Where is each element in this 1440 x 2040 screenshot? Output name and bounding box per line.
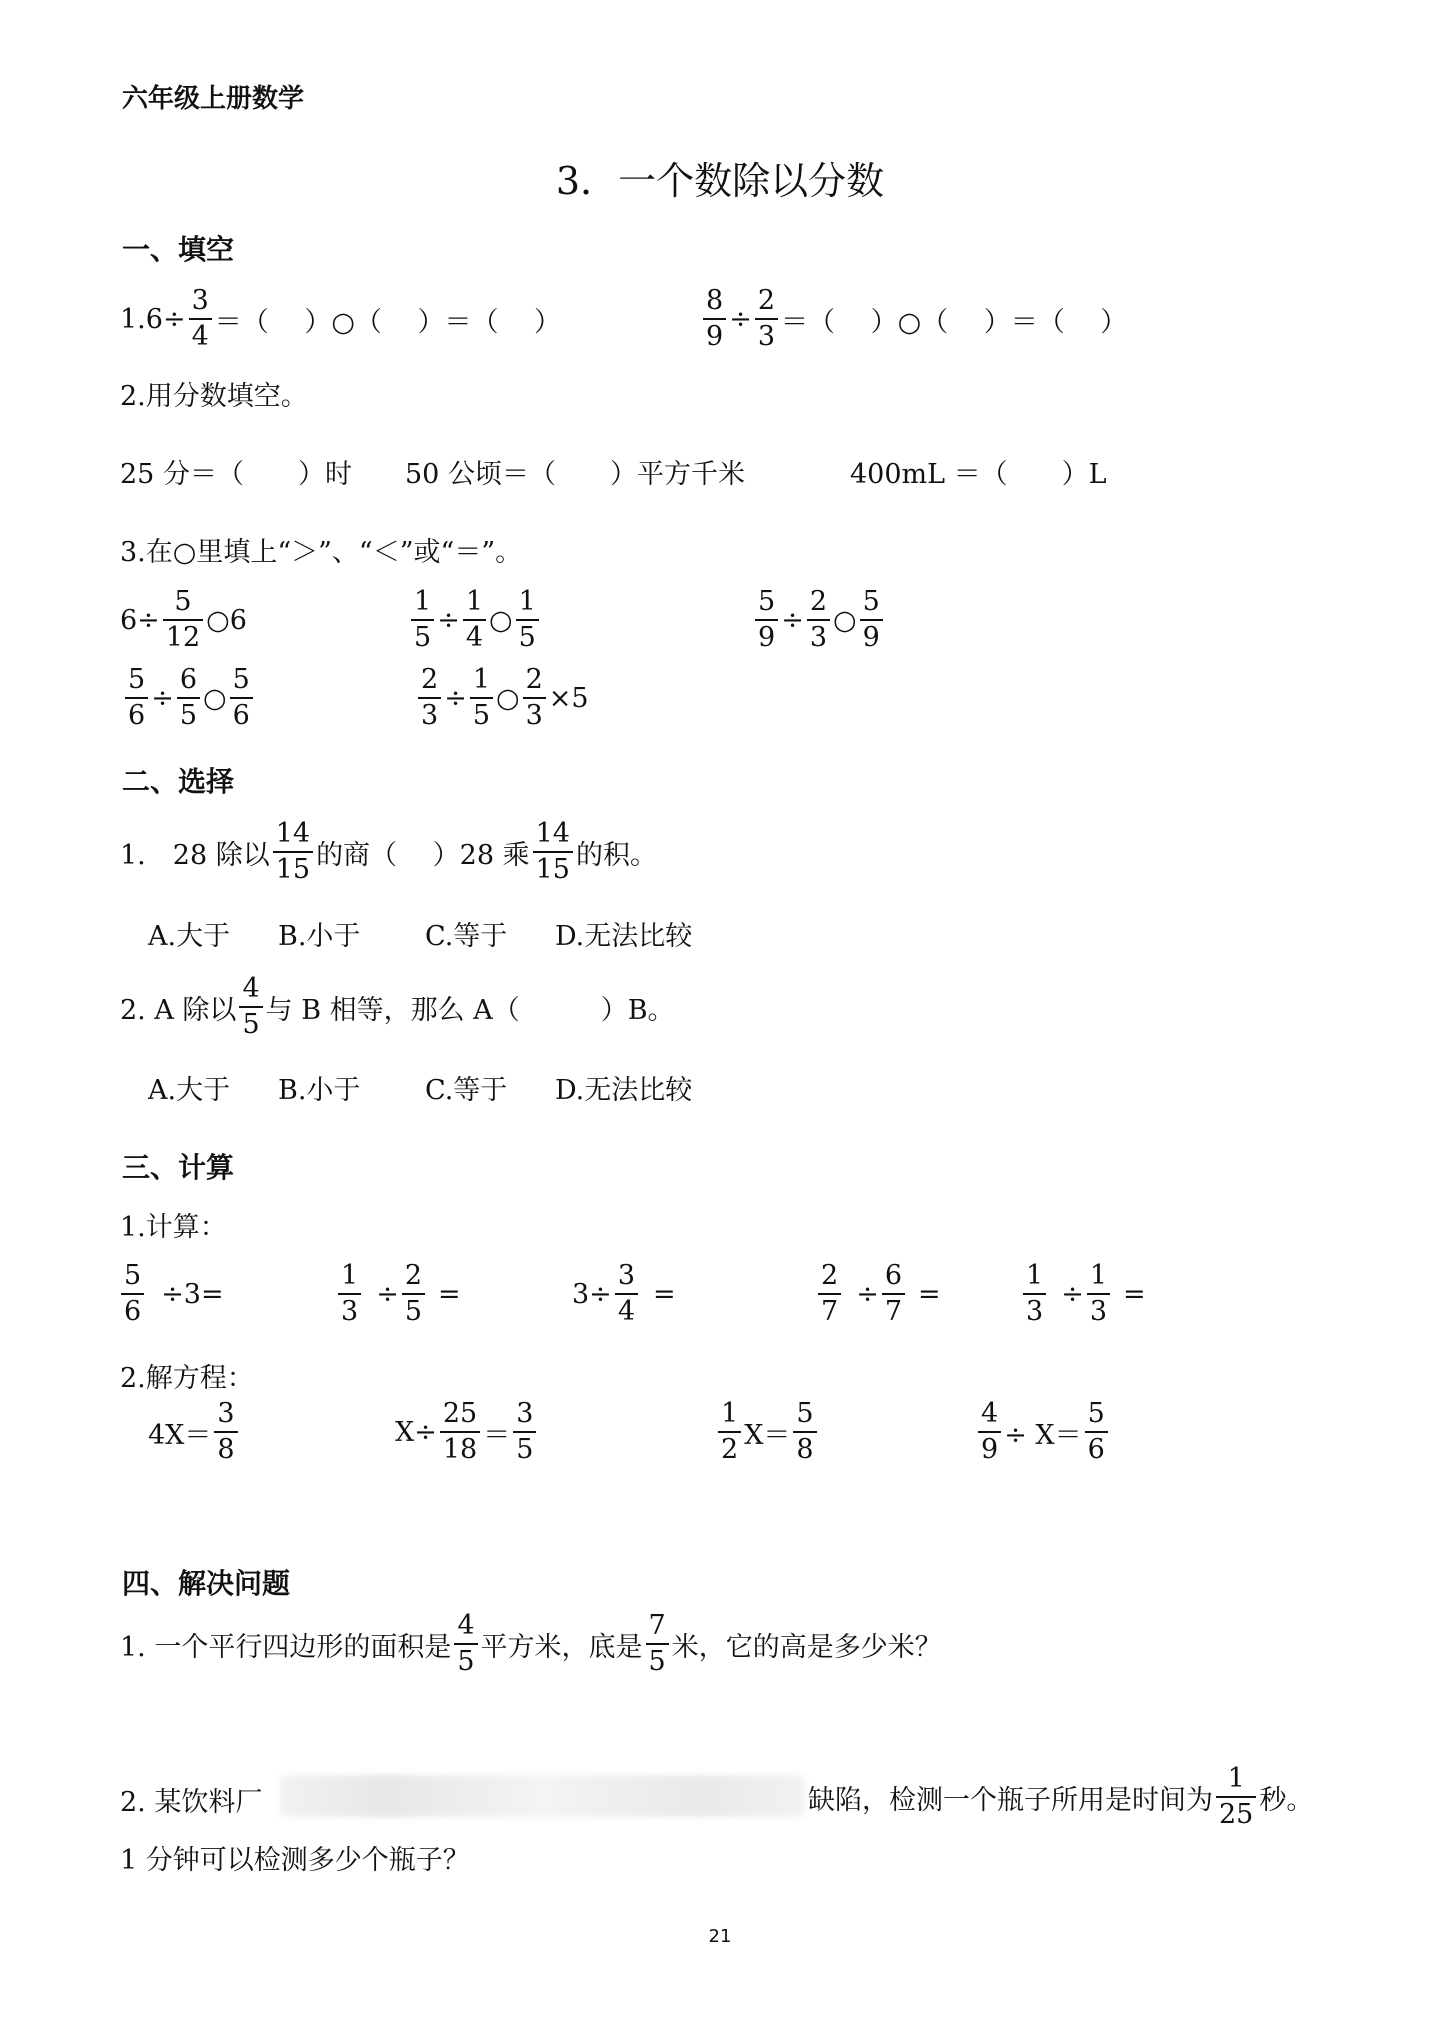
compare-1a: 6÷ $\frac{5}{12}$ ○6 — [120, 586, 247, 654]
fill-q2b: 50 公顷＝（ ）平方千米 — [405, 459, 745, 490]
compare-1b: $\frac{1}{5}$ ÷ $\frac{1}{4}$ ○ $\frac{1}{5}$ — [408, 588, 542, 653]
fill-q1b: $\frac{8}{9}$ ÷ $\frac{2}{3}$ ＝（ ）○（ ）＝（ ） — [700, 287, 1127, 352]
calc-1: $\frac{5}{6}$ ÷3= — [118, 1262, 224, 1327]
compare-2b: $\frac{2}{3}$ ÷ $\frac{1}{5}$ ○ $\frac{2}{3}$ ×5 — [415, 666, 589, 731]
problem-2-line2: 1 分钟可以检测多少个瓶子？ — [120, 1845, 470, 1876]
calc-q2-label: 2.解方程： — [120, 1363, 254, 1394]
calc-5: $\frac{1}{3}$ ÷ $\frac{1}{3}$ = — [1020, 1262, 1146, 1327]
choice-q2-option-a: A.大于 — [148, 1075, 231, 1106]
choice-q1: 1. 28 除以 $\frac{14}{15}$ 的商（ ）28 乘 $\frac{14}{15}$ 的积。 — [120, 818, 657, 886]
section-4-title: 四、解决问题 — [122, 1567, 291, 1600]
redacted-blur — [280, 1775, 805, 1817]
choice-q2-option-d: D.无法比较 — [555, 1075, 693, 1106]
choice-q1-option-b: B.小于 — [278, 921, 361, 952]
section-1-title: 一、填空 — [122, 233, 235, 266]
section-3-title: 三、计算 — [122, 1151, 235, 1184]
fill-q3-label: 3.在○里填上“＞”、“＜”或“＝”。 — [120, 537, 523, 568]
fill-q2-label: 2.用分数填空。 — [120, 381, 308, 412]
problem-2-start: 2. 某饮料厂 — [120, 1787, 263, 1818]
calc-q1-label: 1.计算： — [120, 1212, 227, 1243]
fill-q2c: 400mL ＝（ ）L — [850, 459, 1107, 490]
calc-4: $\frac{2}{7}$ ÷ $\frac{6}{7}$ = — [815, 1262, 941, 1327]
equation-1: 4X＝ $\frac{3}{8}$ — [148, 1400, 241, 1465]
choice-q1-option-d: D.无法比较 — [555, 921, 693, 952]
equation-2: X÷ $\frac{25}{18}$ ＝ $\frac{3}{5}$ — [395, 1400, 539, 1465]
equation-3: $\frac{1}{2}$ X＝ $\frac{5}{8}$ — [715, 1400, 820, 1465]
problem-1: 1. 一个平行四边形的面积是 $\frac{4}{5}$ 平方米，底是 $\frac{7}{5}$ 米，它的高是多少米？ — [120, 1610, 942, 1678]
fill-q1a: 1.6÷ $\frac{3}{4}$ ＝（ ）○（ ）＝（ ） — [120, 285, 562, 353]
equation-4: $\frac{4}{9}$ ÷ X＝ $\frac{5}{6}$ — [975, 1400, 1111, 1465]
section-2-title: 二、选择 — [122, 765, 235, 798]
calc-3: 3÷ $\frac{3}{4}$ = — [572, 1260, 676, 1328]
fill-q2a: 25 分＝（ ）时 — [120, 459, 352, 490]
page-number: 21 — [708, 1926, 732, 1947]
choice-q1-option-c: C.等于 — [425, 921, 508, 952]
choice-q2-option-c: C.等于 — [425, 1075, 508, 1106]
compare-2a: $\frac{5}{6}$ ÷ $\frac{6}{5}$ ○ $\frac{5}{6}$ — [122, 666, 256, 731]
problem-2-end: 缺陷，检测一个瓶子所用是时间为 $\frac{1}{25}$ 秒。 — [808, 1763, 1314, 1831]
compare-1c: $\frac{5}{9}$ ÷ $\frac{2}{3}$ ○ $\frac{5}{9}$ — [752, 588, 886, 653]
choice-q2-option-b: B.小于 — [278, 1075, 361, 1106]
calc-2: $\frac{1}{3}$ ÷ $\frac{2}{5}$ = — [335, 1262, 461, 1327]
choice-q2: 2. A 除以 $\frac{4}{5}$ 与 B 相等，那么 A（ ）B。 — [120, 973, 675, 1041]
choice-q1-option-a: A.大于 — [148, 921, 231, 952]
page-header: 六年级上册数学 — [122, 84, 305, 114]
page-title: 3．一个数除以分数 — [555, 159, 885, 203]
